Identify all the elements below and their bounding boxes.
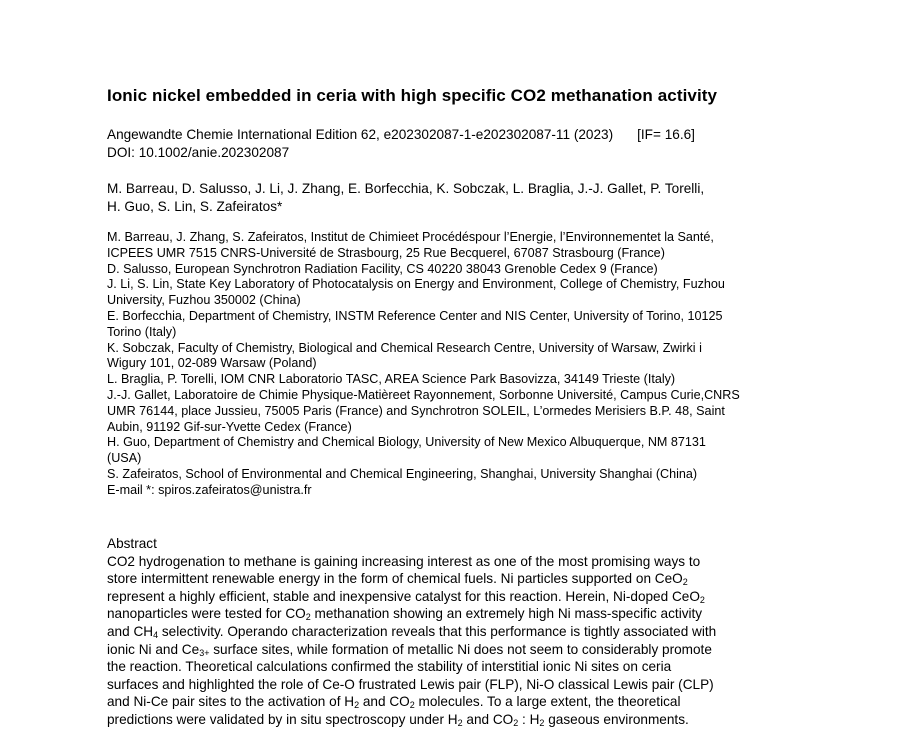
author-line: H. Guo, S. Lin, S. Zafeiratos*	[107, 199, 283, 214]
abstract-line: ionic Ni and $Ce_{3+}$ surface sites, while formation of metallic Ni does not seem to considerably promote	[107, 641, 712, 658]
paper-title: Ionic nickel embedded in ceria with high specific CO2 methanation activity	[107, 86, 718, 105]
journal-line	[107, 126, 695, 144]
affiliation-line: S. Zafeiratos, School of Environmental and Chemical Engineering, Shanghai, University Shanghai (China)	[107, 466, 698, 481]
abstract-line: represent a highly efficient, stable and inexpensive catalyst for this reaction. Herein, Ni-doped CeO$_2$	[107, 588, 705, 605]
abstract-heading: Abstract	[107, 536, 157, 551]
affiliation-line: University, Fuzhou 350002 (China)	[107, 293, 301, 308]
author-line: M. Barreau, D. Salusso, J. Li, J. Zhang, E. Borfecchia, K. Sobczak, L. Braglia, J.-J. Gallet, P. Torelli,	[107, 181, 705, 196]
affiliation-line: J.-J. Gallet, Laboratoire de Chimie Physique-Matièreet Rayonnement, Sorbonne Université, Campus Curie,CNRS	[107, 387, 740, 402]
affiliation-line: L. Braglia, P. Torelli, IOM CNR Laboratorio TASC, AREA Science Park Basovizza, 34149 Trieste (Italy)	[107, 372, 676, 387]
affiliation-line: J. Li, S. Lin, State Key Laboratory of Photocatalysis on Energy and Environment, College of Chemistry, Fuzhou	[107, 277, 725, 292]
affiliation-line: D. Salusso, European Synchrotron Radiation Facility, CS 40220 38043 Grenoble Cedex 9 (France)	[107, 261, 658, 276]
journal-citation: Angewandte Chemie International Edition 62, e202302087-1-e202302087-11 (2023)	[107, 127, 614, 142]
affiliation-list	[107, 230, 807, 499]
abstract-line: the reaction. Theoretical calculations confirmed the stability of interstitial ionic Ni sites on ceria	[107, 659, 672, 675]
affiliation-line: Wigury 101, 02-089 Warsaw (Poland)	[107, 356, 317, 371]
affiliation-line: M. Barreau, J. Zhang, S. Zafeiratos, Institut de Chimieet Procédéspour l’Energie, l’Environnementet la Santé,	[107, 230, 714, 244]
author-list	[107, 180, 807, 216]
impact-factor: [IF= 16.6]	[637, 127, 695, 142]
affiliation-line: ICPEES UMR 7515 CNRS-Université de Strasbourg, 25 Rue Becquerel, 67087 Strasbourg (France)	[107, 245, 665, 260]
abstract-line: predictions were validated by in situ spectroscopy under $H_2$ and $CO_2$ : $H_2$ gaseous environments.	[107, 711, 689, 728]
affiliation-line: E. Borfecchia, Department of Chemistry, INSTM Reference Center and NIS Center, University of Torino, 10125	[107, 308, 723, 323]
abstract-section	[107, 535, 807, 729]
affiliation-line: Aubin, 91192 Gif-sur-Yvette Cedex (France)	[107, 419, 352, 434]
affiliation-line: K. Sobczak, Faculty of Chemistry, Biological and Chemical Research Centre, University of Warsaw, Zwirki i	[107, 340, 702, 355]
doi: DOI: 10.1002/anie.202302087	[107, 145, 290, 160]
abstract-line: store intermittent renewable energy in the form of chemical fuels. Ni particles supported on CeO$_2$	[107, 571, 688, 588]
abstract-line: and Ni-Ce pair sites to the activation of $H_2$ and $CO_2$ molecules. To a large extent, the theoretical	[107, 694, 681, 711]
affiliation-line: (USA)	[107, 451, 142, 466]
affiliation-line: H. Guo, Department of Chemistry and Chemical Biology, University of New Mexico Albuquerque, NM 87131	[107, 435, 706, 450]
abstract-line: nanoparticles were tested for $CO_2$ methanation showing an extremely high Ni mass-specific activity	[107, 606, 703, 623]
contact-email: E-mail *: spiros.zafeiratos@unistra.fr	[107, 482, 312, 497]
publication-info	[107, 126, 695, 162]
affiliation-line: UMR 76144, place Jussieu, 75005 Paris (France) and Synchrotron SOLEIL, L’ormedes Merisiers B.P. 48, Saint	[107, 403, 725, 418]
abstract-line: surfaces and highlighted the role of Ce-O frustrated Lewis pair (FLP), Ni-O classical Lewis pair (CLP)	[107, 676, 714, 692]
abstract-line: and $CH_4$ selectivity. Operando characterization reveals that this performance is tightly associated with	[107, 623, 717, 640]
abstract-line: CO2 hydrogenation to methane is gaining increasing interest as one of the most promising ways to	[107, 553, 701, 569]
affiliation-line: Torino (Italy)	[107, 324, 177, 339]
